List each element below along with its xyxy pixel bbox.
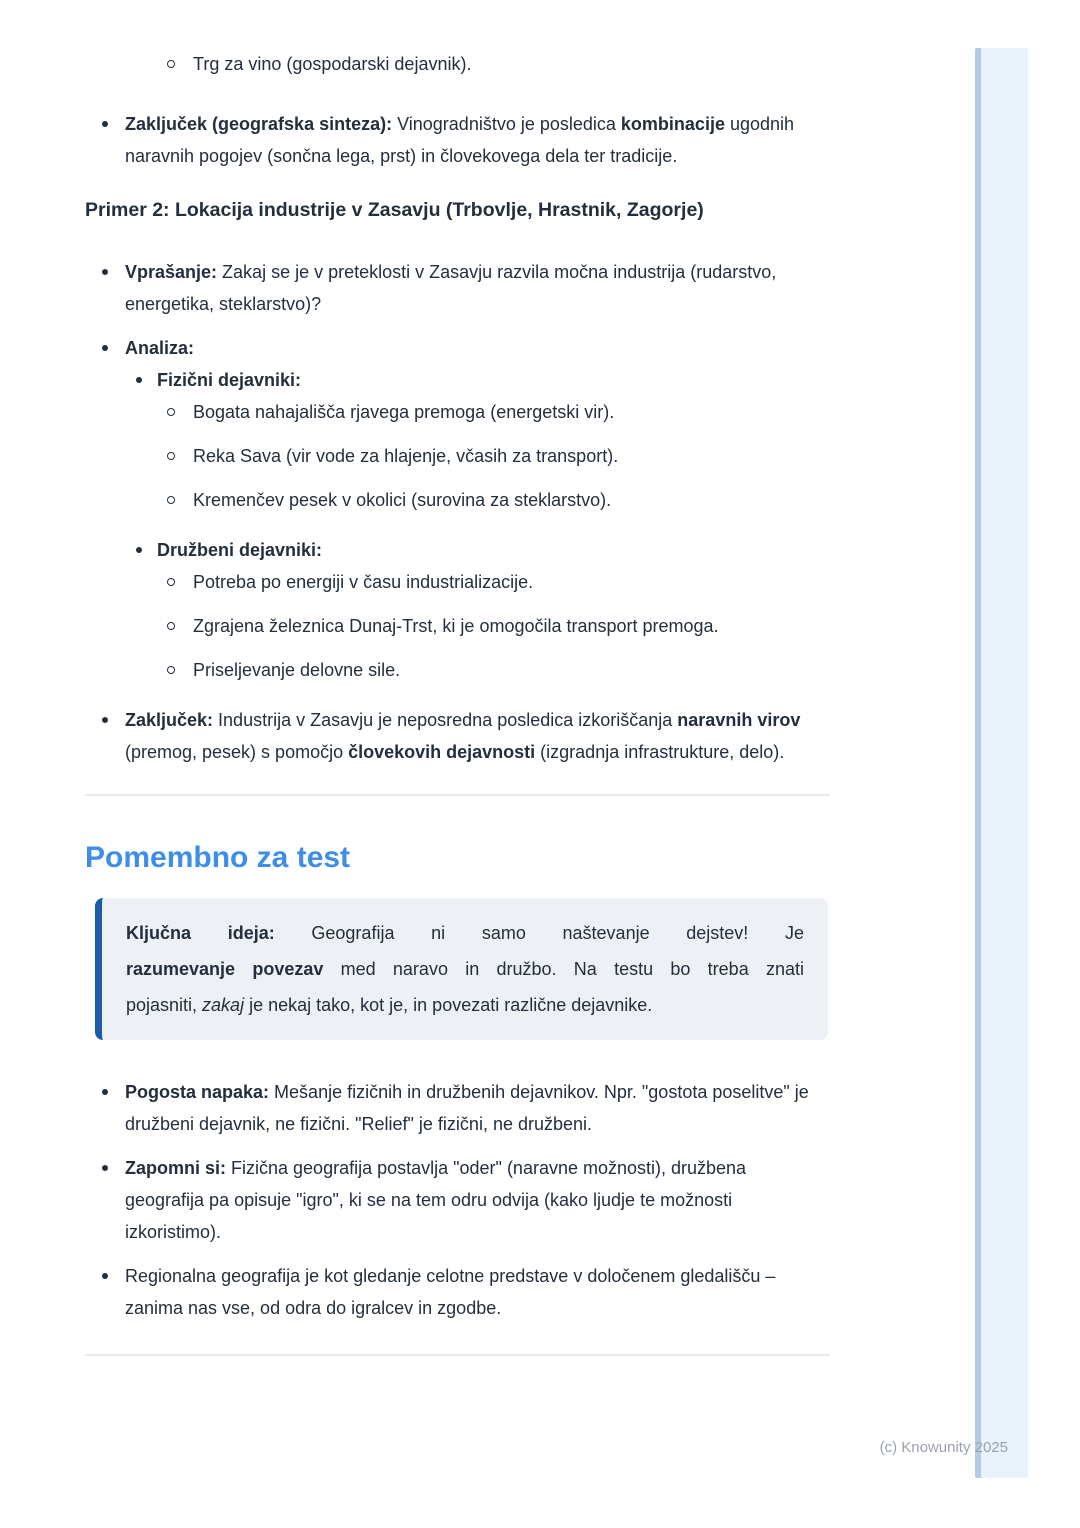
bold-lead: Fizični dejavniki: [157,370,302,390]
body-text: Industrija v Zasavju je neposredna posledica izkoriščanja [213,710,678,730]
body-text: Geografija ni samo naštevanje dejstev! Je [274,923,805,943]
section-heading-primer2: Primer 2: Lokacija industrije v Zasavju (Trbovlje, Hrastnik, Zagorje) [85,199,704,221]
callout-line [126,915,804,951]
list-item [85,484,830,516]
list-item [85,108,830,172]
list-item [85,332,830,364]
list-item [85,566,830,598]
body-text: pojasniti, [126,995,203,1015]
list-item [85,256,830,320]
body-text: (izgradnja infrastrukture, delo). [535,742,785,762]
body-text: Potreba po energiji v času industrializacije. [193,572,534,592]
callout-line [126,951,804,987]
physical-label-list [85,364,830,396]
bold-lead: Zaključek (geografska sinteza): [125,114,393,134]
section-heading-test: Pomembno za test [85,841,351,874]
list-item [85,364,830,396]
wine-sub-list [85,48,830,80]
body-text: Kremenčev pesek v okolici (surovina za steklarstvo). [193,490,612,510]
list-item [85,1152,830,1248]
body-text: Zakaj se je v preteklosti v Zasavju razvila močna industrija (rudarstvo, energetika, steklarstvo)? [125,262,777,314]
bold-text: naravnih virov [677,710,801,730]
body-text: Mešanje fizičnih in družbenih dejavnikov. Npr. "gostota poselitve" je družbeni dejavnik, ne fizični. "Relief" je fizični, ne družbeni. [125,1082,809,1134]
section-divider [85,794,830,796]
body-text: Zgrajena železnica Dunaj-Trst, ki je omogočila transport premoga. [193,616,719,636]
bold-lead: Analiza: [125,338,195,358]
body-text: Fizična geografija postavlja "oder" (naravne možnosti), družbena geografija pa opisuje "igro", ki se na tem odru odvija (kako ljudje te možnosti izkoristimo). [125,1158,747,1242]
bold-lead: Pogosta napaka: [125,1082,270,1102]
body-text: (premog, pesek) s pomočjo [125,742,349,762]
copyright-text: (c) Knowunity 2025 [879,1439,1008,1456]
footer-divider [85,1354,830,1356]
list-item [85,704,830,768]
wine-conclusion-list [85,108,830,172]
list-item [85,48,830,80]
body-text: ugodnih naravnih pogojev (sončna lega, prst) in človekovega dela ter tradicije. [125,114,795,166]
bold-text: razumevanje povezav [126,959,324,979]
body-text: Trg za vino (gospodarski dejavnik). [193,54,472,74]
body-text: Regionalna geografija je kot gledanje celotne predstave v določenem gledališču – zanima nas vse, od odra do igralcev in zgodbe. [125,1266,776,1318]
list-item [85,534,830,566]
bold-lead: Ključna ideja: [126,923,275,943]
body-text: med naravo in družbo. Na testu bo treba znati [323,959,804,979]
document-content [85,0,830,1356]
italic-text: zakaj [202,995,245,1015]
list-item [85,1076,830,1140]
list-item [85,396,830,428]
list-item [85,1260,830,1324]
bold-lead: Družbeni dejavniki: [157,540,323,560]
bold-lead: Zaključek: [125,710,214,730]
question-list [85,256,830,364]
physical-items-list [85,396,830,516]
bold-lead: Zapomni si: [125,1158,227,1178]
test-tips-list [85,1076,830,1324]
conclusion-list [85,704,830,768]
body-text: Bogata nahajališča rjavega premoga (energetski vir). [193,402,615,422]
key-idea-callout [95,898,828,1040]
bold-lead: Vprašanje: [125,262,218,282]
social-label-list [85,534,830,566]
body-text: Vinogradništvo je posledica [392,114,621,134]
body-text: Reka Sava (vir vode za hlajenje, včasih za transport). [193,446,619,466]
list-item [85,440,830,472]
list-item [85,654,830,686]
list-item [85,610,830,642]
body-text: Priseljevanje delovne sile. [193,660,401,680]
bold-text: človekovih dejavnosti [348,742,536,762]
bold-text: kombinacije [620,114,725,134]
social-items-list [85,566,830,686]
callout-line [126,987,804,1023]
body-text: je nekaj tako, kot je, in povezati različne dejavnike. [244,995,653,1015]
page-edge-strip [975,48,1028,1478]
